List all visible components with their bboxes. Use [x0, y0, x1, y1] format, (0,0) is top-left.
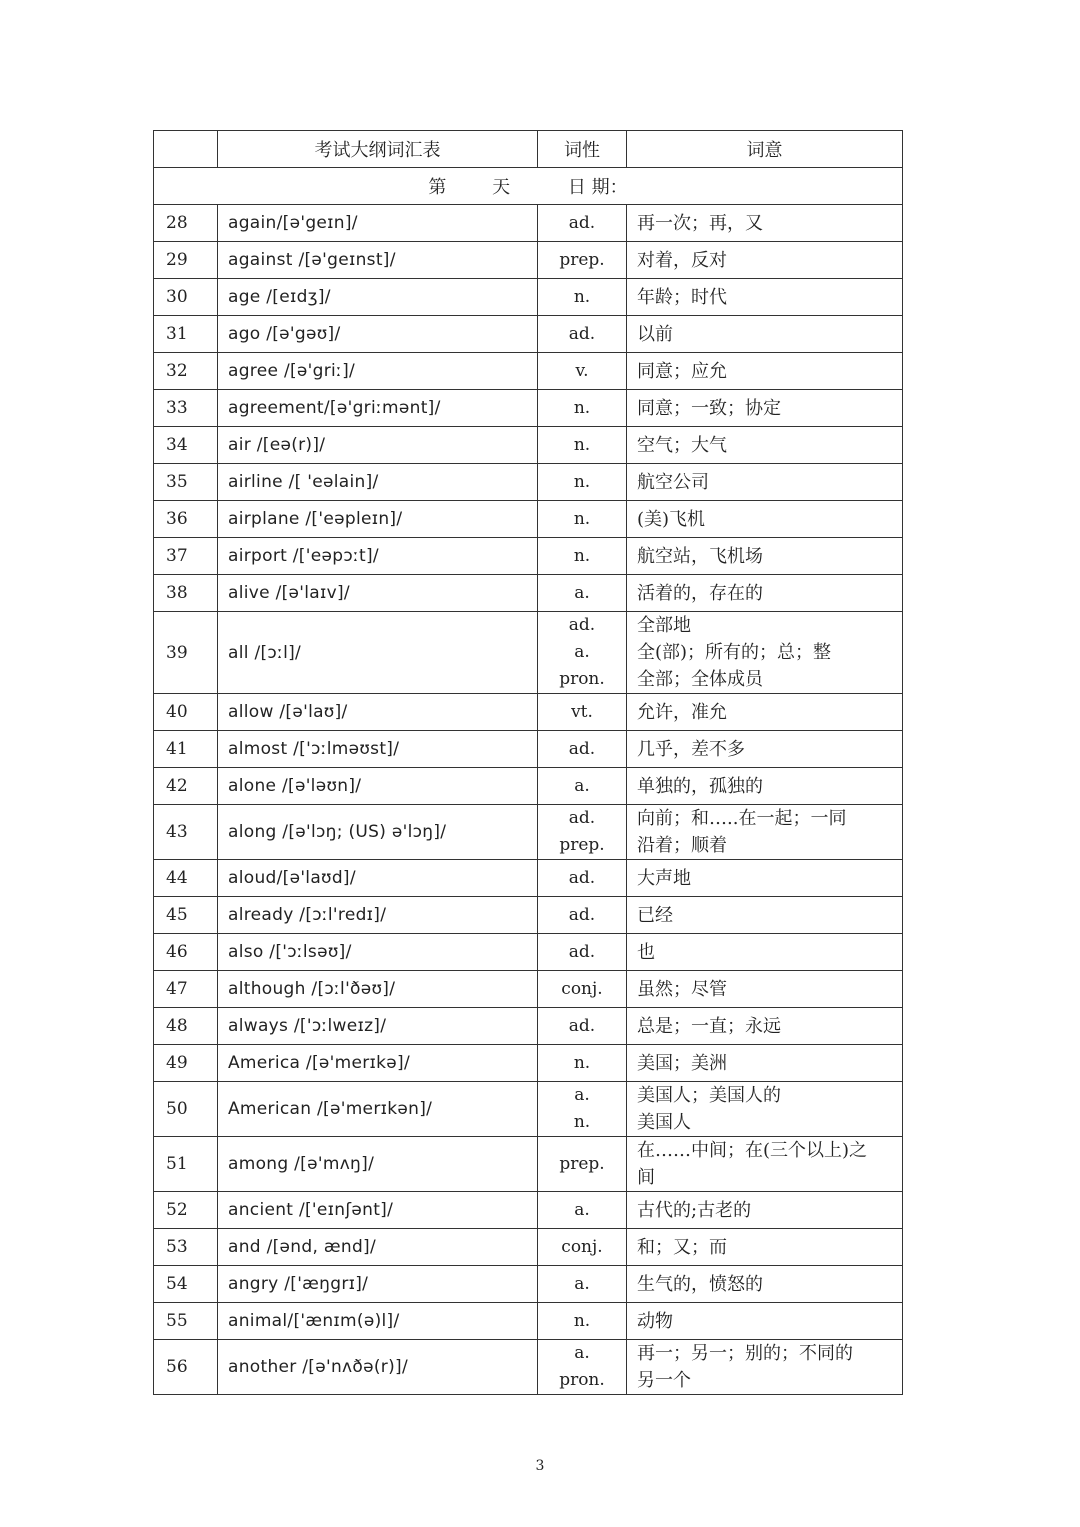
entry-meaning	[627, 1303, 903, 1340]
meaning-line: 总是；一直；永远	[637, 1015, 781, 1037]
entry-word: airport /['eəpɔːt]/	[218, 538, 538, 575]
meaning-line: 全部地	[637, 615, 691, 636]
pos-line: a.	[574, 1199, 590, 1220]
entry-part-of-speech	[538, 1008, 627, 1045]
entry-part-of-speech	[538, 390, 627, 427]
entry-word: airplane /['eəpleɪn]/	[218, 501, 538, 538]
entry-meaning	[627, 731, 903, 768]
meaning-line: 生气的，愤怒的	[637, 1273, 763, 1295]
page-number: 3	[535, 1458, 545, 1474]
entry-part-of-speech	[538, 860, 627, 897]
meaning-line: 空气；大气	[637, 434, 727, 456]
entry-part-of-speech	[538, 971, 627, 1008]
pos-line: v.	[575, 360, 589, 381]
entry-word: and /[ənd, ænd]/	[218, 1229, 538, 1266]
table-row	[154, 934, 903, 971]
pos-line: n.	[573, 1052, 591, 1073]
pos-line: pron.	[559, 669, 605, 689]
table-row	[154, 390, 903, 427]
pos-line: ad.	[568, 738, 596, 759]
table-row	[154, 205, 903, 242]
entry-word: alive /[ə'laɪv]/	[218, 575, 538, 612]
entry-part-of-speech	[538, 427, 627, 464]
entry-meaning	[627, 575, 903, 612]
entry-meaning	[627, 1008, 903, 1045]
pos-line: a.	[574, 642, 590, 662]
entry-number: 34	[154, 427, 218, 464]
entry-meaning	[627, 390, 903, 427]
meaning-line: 年龄；时代	[637, 286, 727, 308]
entry-part-of-speech	[538, 353, 627, 390]
entry-meaning	[627, 353, 903, 390]
table-row	[154, 464, 903, 501]
entry-meaning	[627, 805, 903, 860]
meaning-line: 向前；和…..在一起；一同	[637, 808, 847, 829]
entry-number: 44	[154, 860, 218, 897]
pos-line: conj.	[561, 1236, 603, 1257]
day-prefix: 第	[428, 177, 447, 198]
meaning-line: 古代的;古老的	[637, 1199, 752, 1221]
header-number	[154, 131, 218, 168]
entry-word: American /[ə'merɪkən]/	[218, 1082, 538, 1137]
pos-line: conj.	[561, 978, 603, 999]
entry-word: ago /[ə'gəʊ]/	[218, 316, 538, 353]
entry-word: airline /[ 'eəlain]/	[218, 464, 538, 501]
meaning-line: 航空公司	[637, 471, 709, 493]
table-row	[154, 1229, 903, 1266]
entry-number: 51	[154, 1137, 218, 1192]
table-row	[154, 612, 903, 694]
meaning-line: 对着，反对	[637, 249, 727, 271]
meaning-line: 航空站，飞机场	[637, 545, 763, 567]
entry-number: 48	[154, 1008, 218, 1045]
entry-meaning	[627, 694, 903, 731]
entry-meaning	[627, 501, 903, 538]
meaning-line: 几乎，差不多	[637, 738, 745, 760]
entry-meaning	[627, 464, 903, 501]
entry-word: all /[ɔːl]/	[218, 612, 538, 694]
header-part-of-speech: 词性	[538, 131, 627, 168]
entry-meaning	[627, 934, 903, 971]
pos-line: prep.	[559, 1153, 605, 1174]
table-row	[154, 242, 903, 279]
pos-line: prep.	[559, 249, 605, 270]
entry-number: 39	[154, 612, 218, 694]
entry-meaning	[627, 316, 903, 353]
pos-line: n.	[573, 286, 591, 307]
entry-part-of-speech	[538, 501, 627, 538]
entry-meaning	[627, 1266, 903, 1303]
entry-part-of-speech	[538, 1045, 627, 1082]
entry-part-of-speech	[538, 279, 627, 316]
entry-word: ancient /['eɪnʃənt]/	[218, 1192, 538, 1229]
day-suffix: 天	[492, 177, 511, 198]
entry-word: against /[ə'geɪnst]/	[218, 242, 538, 279]
entry-part-of-speech	[538, 1082, 627, 1137]
entry-number: 47	[154, 971, 218, 1008]
entry-meaning	[627, 538, 903, 575]
pos-line: ad.	[568, 867, 596, 888]
entry-number: 56	[154, 1340, 218, 1395]
pos-line: ad.	[568, 615, 596, 635]
entry-word: America /[ə'merɪkə]/	[218, 1045, 538, 1082]
pos-line: ad.	[568, 941, 596, 962]
meaning-line: 美国人	[637, 1112, 691, 1133]
meaning-line: 活着的，存在的	[637, 582, 763, 604]
meaning-line: 在……中间；在(三个以上)之	[637, 1140, 868, 1161]
meaning-line: 同意；一致；协定	[637, 397, 781, 419]
entry-meaning	[627, 612, 903, 694]
entry-word: along /[ə'lɔŋ; (US) ə'lɔŋ]/	[218, 805, 538, 860]
meaning-line: 全(部)；所有的；总；整	[637, 642, 832, 663]
pos-line: n.	[573, 397, 591, 418]
entry-part-of-speech	[538, 805, 627, 860]
table-row	[154, 897, 903, 934]
vocabulary-table	[153, 130, 903, 1395]
entry-part-of-speech	[538, 205, 627, 242]
pos-line: pron.	[559, 1370, 605, 1390]
entry-number: 42	[154, 768, 218, 805]
meaning-line: 沿着；顺着	[637, 835, 727, 856]
entry-meaning	[627, 279, 903, 316]
entry-word: allow /[ə'laʊ]/	[218, 694, 538, 731]
entry-number: 31	[154, 316, 218, 353]
pos-line: ad.	[568, 323, 596, 344]
entry-meaning	[627, 1192, 903, 1229]
meaning-line: (美)飞机	[637, 508, 706, 530]
entry-part-of-speech	[538, 1229, 627, 1266]
day-row	[154, 168, 903, 205]
entry-part-of-speech	[538, 538, 627, 575]
table-row	[154, 1137, 903, 1192]
entry-meaning	[627, 897, 903, 934]
entry-number: 37	[154, 538, 218, 575]
header-meaning: 词意	[627, 131, 903, 168]
entry-word: again/[ə'geɪn]/	[218, 205, 538, 242]
header-word: 考试大纲词汇表	[218, 131, 538, 168]
pos-line: a.	[574, 775, 590, 796]
entry-part-of-speech	[538, 897, 627, 934]
entry-number: 46	[154, 934, 218, 971]
entry-number: 33	[154, 390, 218, 427]
table-row	[154, 1192, 903, 1229]
entry-word: almost /['ɔːlməʊst]/	[218, 731, 538, 768]
entry-meaning	[627, 1340, 903, 1395]
entry-part-of-speech	[538, 464, 627, 501]
table-row	[154, 731, 903, 768]
entry-meaning	[627, 860, 903, 897]
entry-part-of-speech	[538, 731, 627, 768]
pos-line: n.	[573, 471, 591, 492]
table-row	[154, 538, 903, 575]
pos-line: vt.	[571, 701, 593, 722]
entry-part-of-speech	[538, 1266, 627, 1303]
entry-part-of-speech	[538, 1137, 627, 1192]
pos-line: ad.	[568, 808, 596, 828]
table-row	[154, 1340, 903, 1395]
meaning-line: 也	[637, 941, 655, 963]
pos-line: n.	[573, 434, 591, 455]
entry-word: always /['ɔːlweɪz]/	[218, 1008, 538, 1045]
pos-line: prep.	[559, 835, 605, 855]
table-row	[154, 768, 903, 805]
meaning-line: 虽然；尽管	[637, 978, 727, 1000]
pos-line: ad.	[568, 1015, 596, 1036]
entry-number: 32	[154, 353, 218, 390]
entry-part-of-speech	[538, 1340, 627, 1395]
table-row	[154, 1045, 903, 1082]
meaning-line: 大声地	[637, 867, 691, 889]
pos-line: n.	[573, 508, 591, 529]
entry-number: 35	[154, 464, 218, 501]
meaning-line: 已经	[637, 904, 673, 926]
table-row	[154, 971, 903, 1008]
entry-part-of-speech	[538, 612, 627, 694]
table-header-row	[154, 131, 903, 168]
entry-number: 50	[154, 1082, 218, 1137]
pos-line: a.	[574, 1273, 590, 1294]
entry-number: 52	[154, 1192, 218, 1229]
entry-word: another /[ə'nʌðə(r)]/	[218, 1340, 538, 1395]
entry-meaning	[627, 427, 903, 464]
entry-meaning	[627, 971, 903, 1008]
entry-number: 53	[154, 1229, 218, 1266]
table-row	[154, 501, 903, 538]
entry-word: air /[eə(r)]/	[218, 427, 538, 464]
pos-line: n.	[573, 1112, 591, 1132]
table-row	[154, 1303, 903, 1340]
meaning-line: 动物	[637, 1310, 673, 1332]
pos-line: a.	[574, 1343, 590, 1363]
meaning-line: 允许，准允	[637, 701, 727, 723]
entry-number: 43	[154, 805, 218, 860]
entry-meaning	[627, 1082, 903, 1137]
entry-meaning	[627, 205, 903, 242]
entry-number: 36	[154, 501, 218, 538]
pos-line: n.	[573, 1310, 591, 1331]
entry-word: among /[ə'mʌŋ]/	[218, 1137, 538, 1192]
entry-part-of-speech	[538, 242, 627, 279]
table-row	[154, 353, 903, 390]
table-row	[154, 575, 903, 612]
table-row	[154, 427, 903, 464]
entry-number: 40	[154, 694, 218, 731]
entry-number: 29	[154, 242, 218, 279]
pos-line: a.	[574, 1085, 590, 1105]
entry-number: 55	[154, 1303, 218, 1340]
entry-part-of-speech	[538, 934, 627, 971]
entry-number: 30	[154, 279, 218, 316]
meaning-line: 以前	[637, 323, 673, 345]
entry-word: already /[ɔːl'redɪ]/	[218, 897, 538, 934]
entry-word: age /[eɪdʒ]/	[218, 279, 538, 316]
meaning-line: 单独的，孤独的	[637, 775, 763, 797]
meaning-line: 美国人；美国人的	[637, 1085, 781, 1106]
table-row	[154, 805, 903, 860]
entry-number: 49	[154, 1045, 218, 1082]
date-label: 日 期：	[567, 177, 628, 198]
meaning-line: 同意；应允	[637, 360, 727, 382]
meaning-line: 间	[637, 1167, 655, 1188]
entry-meaning	[627, 242, 903, 279]
pos-line: a.	[574, 582, 590, 603]
meaning-line: 全部；全体成员	[637, 669, 763, 690]
entry-word: although /[ɔːl'ðəʊ]/	[218, 971, 538, 1008]
entry-number: 41	[154, 731, 218, 768]
entry-part-of-speech	[538, 1192, 627, 1229]
entry-number: 28	[154, 205, 218, 242]
entry-part-of-speech	[538, 768, 627, 805]
entry-part-of-speech	[538, 575, 627, 612]
entry-number: 38	[154, 575, 218, 612]
table-row	[154, 1008, 903, 1045]
entry-word: agree /[ə'griː]/	[218, 353, 538, 390]
table-row	[154, 1082, 903, 1137]
entry-meaning	[627, 768, 903, 805]
pos-line: ad.	[568, 904, 596, 925]
pos-line: ad.	[568, 212, 596, 233]
entry-number: 45	[154, 897, 218, 934]
entry-word: alone /[ə'ləʊn]/	[218, 768, 538, 805]
entry-part-of-speech	[538, 316, 627, 353]
entry-meaning	[627, 1229, 903, 1266]
entry-word: angry /['æŋgrɪ]/	[218, 1266, 538, 1303]
entry-number: 54	[154, 1266, 218, 1303]
entry-part-of-speech	[538, 694, 627, 731]
table-row	[154, 694, 903, 731]
table-row	[154, 1266, 903, 1303]
entry-meaning	[627, 1137, 903, 1192]
entry-word: aloud/[ə'laʊd]/	[218, 860, 538, 897]
meaning-line: 另一个	[637, 1370, 691, 1391]
table-row	[154, 316, 903, 353]
meaning-line: 和；又；而	[637, 1236, 727, 1258]
pos-line: n.	[573, 545, 591, 566]
entry-part-of-speech	[538, 1303, 627, 1340]
table-row	[154, 279, 903, 316]
entry-word: also /['ɔːlsəʊ]/	[218, 934, 538, 971]
meaning-line: 再一；另一；别的；不同的	[637, 1343, 853, 1364]
table-row	[154, 860, 903, 897]
meaning-line: 美国；美洲	[637, 1052, 727, 1074]
meaning-line: 再一次；再，又	[637, 212, 763, 234]
entry-meaning	[627, 1045, 903, 1082]
entry-word: agreement/[ə'griːmənt]/	[218, 390, 538, 427]
entry-word: animal/['ænɪm(ə)l]/	[218, 1303, 538, 1340]
